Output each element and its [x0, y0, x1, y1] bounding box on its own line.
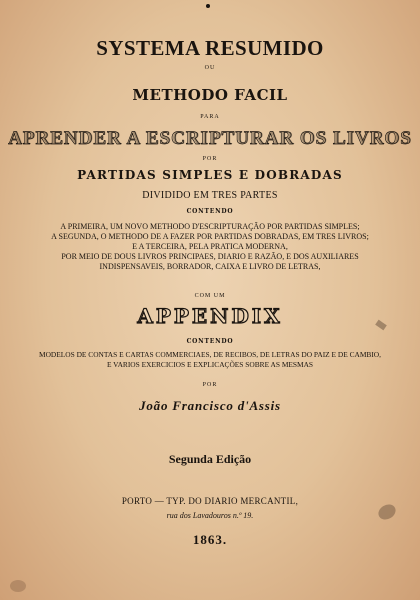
part-line: E A TERCEIRA, PELA PRATICA MODERNA,: [132, 242, 288, 251]
printer-line: PORTO — TYP. DO DIARIO MERCANTIL,: [121, 496, 299, 506]
address-line: rua dos Lavadouros n.º 19.: [166, 511, 254, 520]
main-title: SYSTEMA RESUMIDO: [96, 36, 324, 60]
dividido-line: DIVIDIDO EM TRES PARTES: [142, 190, 278, 201]
conjunction-por: POR: [202, 156, 218, 162]
conjunction-para: PARA: [200, 114, 220, 120]
appendix-heading: APPENDIX: [137, 304, 283, 328]
conjunction-por-2: POR: [202, 382, 218, 388]
subtitle: METHODO FACIL: [132, 86, 288, 104]
appendix-line: E VARIOS EXERCICIOS E EXPLICAÇÕES SOBRE AS MESMAS: [106, 360, 314, 369]
part-line: POR MEIO DE DOUS LIVROS PRINCIPAES, DIARIO E RAZÃO, E DOS AUXILIARES: [61, 252, 359, 261]
paper-stain: [10, 580, 26, 592]
author-name: João Francisco d'Assis: [139, 398, 281, 413]
main-heading: APRENDER A ESCRIPTURAR OS LIVROS: [8, 128, 412, 149]
part-line: A SEGUNDA, O METHODO DE A FAZER POR PARTIDAS DOBRADAS, EM TRES LIVROS;: [51, 232, 369, 241]
com-um-label: COM UM: [194, 293, 226, 299]
part-line: A PRIMEIRA, UM NOVO METHODO D'ESCRIPTURAÇÃO POR PARTIDAS SIMPLES;: [60, 222, 360, 231]
top-mark: [206, 4, 210, 8]
partidas-heading: PARTIDAS SIMPLES E DOBRADAS: [77, 168, 343, 182]
part-line: INDISPENSAVEIS, BORRADOR, CAIXA E LIVRO DE LETRAS,: [99, 262, 321, 271]
publication-year: 1863.: [192, 532, 228, 547]
contendo-label-2: CONTENDO: [186, 338, 234, 345]
contendo-label: CONTENDO: [186, 208, 234, 215]
edition-label: Segunda Edição: [168, 452, 252, 466]
conjunction-ou: OU: [204, 65, 216, 71]
appendix-block: [0, 350, 420, 370]
parts-block: [0, 222, 420, 272]
appendix-line: MODELOS DE CONTAS E CARTAS COMMERCIAES, DE RECIBOS, DE LETRAS DO PAIZ E DE CAMBIO,: [39, 350, 381, 359]
